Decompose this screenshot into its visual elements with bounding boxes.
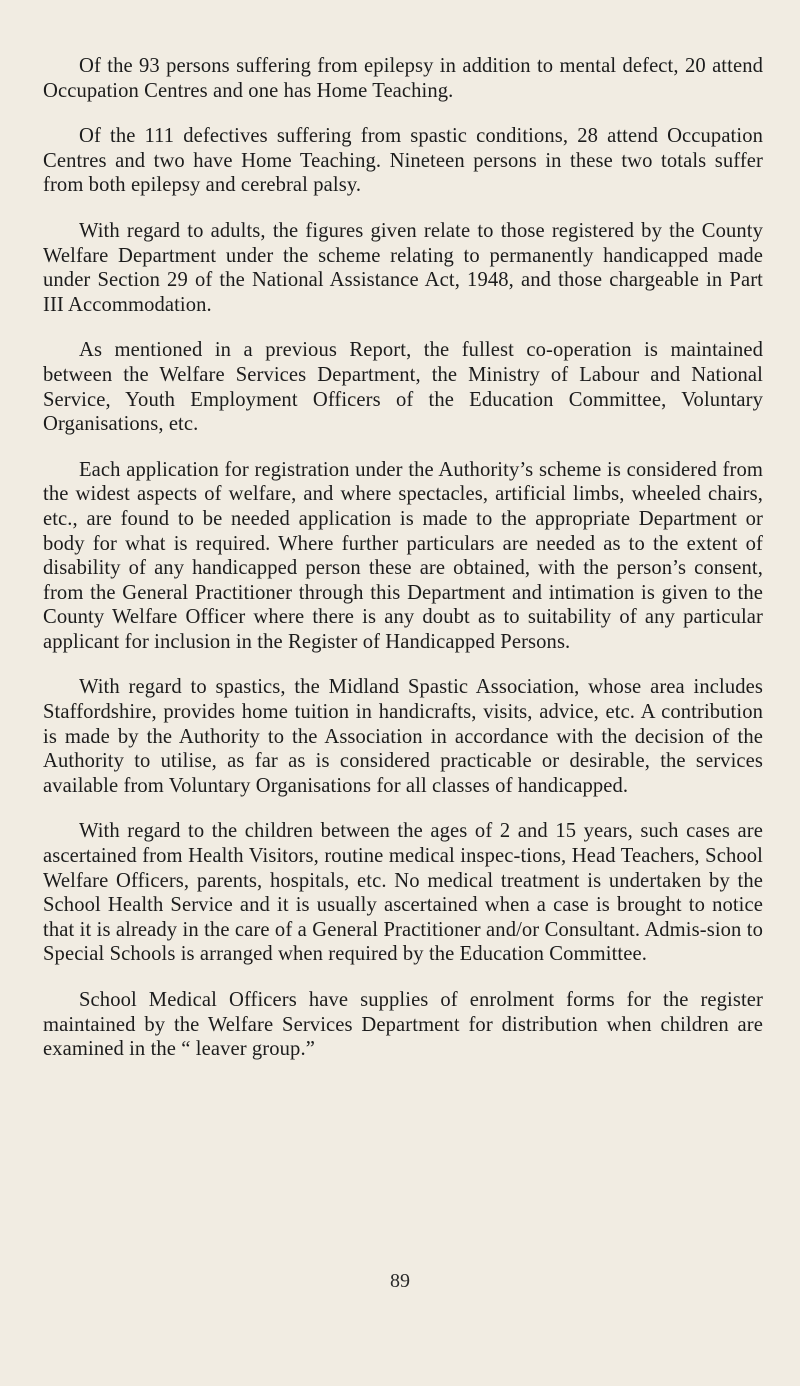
paragraph-spastics: With regard to spastics, the Midland Spastic Association, whose area includes Staffordshire, provides home tuition in handicrafts, visits, advice, etc. A contribution is made by the Authority to the Association in accordance with the decision of the Authority to utilise, as far as is considered practicable or desirable, the services available from Voluntary Organisations for all classes of handicapped. [43, 676, 763, 797]
document-body [43, 54, 763, 1083]
page-number: 89 [390, 1270, 410, 1292]
paragraph-registration: Each application for registration under the Authority’s scheme is considered from the widest aspects of welfare, and where spectacles, artificial limbs, wheeled chairs, etc., are found to be needed application is made to the appropriate Department or body for what is required. Where further particulars are needed as to the extent of disability of any handicapped person these are obtained, with the person’s consent, from the General Practitioner through this Department and intimation is given to the County Welfare Officer where there is any doubt as to suitability of any particular applicant for inclusion in the Register of Handicapped Persons. [43, 458, 763, 653]
paragraph-enrolment-forms: School Medical Officers have supplies of enrolment forms for the register maintained by the Welfare Services Department for distribution when children are examined in the “ leaver group.” [43, 989, 763, 1061]
paragraph-epilepsy: Of the 93 persons suffering from epilepsy in addition to mental defect, 20 attend Occupation Centres and one has Home Teaching. [43, 55, 763, 102]
paragraph-spastic-conditions: Of the 111 defectives suffering from spastic conditions, 28 attend Occupation Centres and two have Home Teaching. Nineteen persons in these two totals suffer from both epilepsy and cerebral palsy. [43, 125, 763, 197]
paragraph-adults: With regard to adults, the figures given relate to those registered by the County Welfare Department under the scheme relating to permanently handicapped made under Section 29 of the National Assistance Act, 1948, and those chargeable in Part III Accommodation. [43, 219, 763, 316]
paragraph-co-operation: As mentioned in a previous Report, the fullest co-operation is maintained between the Welfare Services Department, the Ministry of Labour and National Service, Youth Employment Officers of the Education Committee, Voluntary Organisations, etc. [43, 339, 763, 436]
paragraph-children: With regard to the children between the ages of 2 and 15 years, such cases are ascertained from Health Visitors, routine medical inspec-tions, Head Teachers, School Welfare Officers, parents, hospitals, etc. No medical treatment is undertaken by the School Health Service and it is usually ascertained when a case is brought to notice that it is already in the care of a General Practitioner and/or Consultant. Admis-sion to Special Schools is arranged when required by the Education Committee. [43, 820, 763, 966]
